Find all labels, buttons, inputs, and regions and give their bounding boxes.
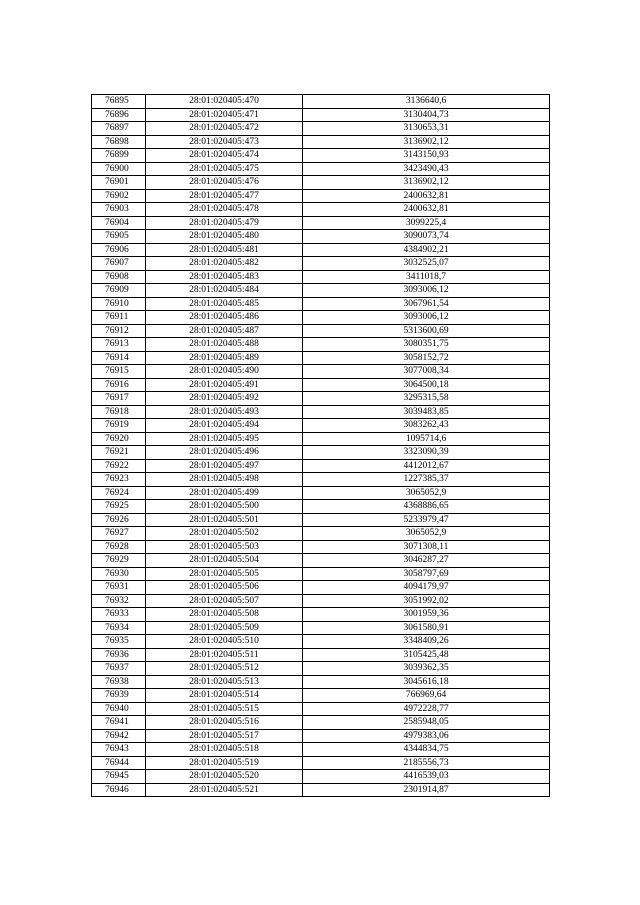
cadastral-number-cell: 28:01:020405:517 — [146, 729, 303, 743]
table-body — [92, 95, 550, 797]
cadastral-value-cell: 3083262,43 — [303, 419, 550, 433]
cadastral-value-cell: 3099225,4 — [303, 216, 550, 230]
table-row — [92, 621, 550, 635]
table-row — [92, 770, 550, 784]
cadastral-number-cell: 28:01:020405:480 — [146, 230, 303, 244]
row-number-cell: 76914 — [92, 351, 146, 365]
row-number-cell: 76937 — [92, 662, 146, 676]
cadastral-value-cell: 3064500,18 — [303, 378, 550, 392]
cadastral-value-cell: 3039362,35 — [303, 662, 550, 676]
cadastral-value-cell: 4416539,03 — [303, 770, 550, 784]
cadastral-value-cell: 4344834,75 — [303, 743, 550, 757]
cadastral-value-cell: 5313600,69 — [303, 324, 550, 338]
table-row — [92, 702, 550, 716]
cadastral-value-cell: 4368886,65 — [303, 500, 550, 514]
cadastral-value-cell: 3090073,74 — [303, 230, 550, 244]
cadastral-value-cell: 3061580,91 — [303, 621, 550, 635]
cadastral-number-cell: 28:01:020405:519 — [146, 756, 303, 770]
table-row — [92, 743, 550, 757]
cadastral-value-cell: 3136902,12 — [303, 135, 550, 149]
row-number-cell: 76943 — [92, 743, 146, 757]
cadastral-value-cell: 3065052,9 — [303, 527, 550, 541]
cadastral-number-cell: 28:01:020405:505 — [146, 567, 303, 581]
row-number-cell: 76900 — [92, 162, 146, 176]
table-row — [92, 513, 550, 527]
cadastral-number-cell: 28:01:020405:501 — [146, 513, 303, 527]
table-row — [92, 149, 550, 163]
cadastral-number-cell: 28:01:020405:512 — [146, 662, 303, 676]
cadastral-number-cell: 28:01:020405:504 — [146, 554, 303, 568]
row-number-cell: 76905 — [92, 230, 146, 244]
table-row — [92, 243, 550, 257]
table-row — [92, 257, 550, 271]
cadastral-number-cell: 28:01:020405:481 — [146, 243, 303, 257]
table-row — [92, 189, 550, 203]
row-number-cell: 76939 — [92, 689, 146, 703]
cadastral-number-cell: 28:01:020405:477 — [146, 189, 303, 203]
cadastral-value-cell: 3323090,39 — [303, 446, 550, 460]
cadastral-value-cell: 4094179,97 — [303, 581, 550, 595]
cadastral-value-cell: 3093006,12 — [303, 284, 550, 298]
cadastral-value-cell: 3001959,36 — [303, 608, 550, 622]
row-number-cell: 76935 — [92, 635, 146, 649]
cadastral-number-cell: 28:01:020405:518 — [146, 743, 303, 757]
cadastral-value-cell: 3077008,34 — [303, 365, 550, 379]
cadastral-number-cell: 28:01:020405:479 — [146, 216, 303, 230]
row-number-cell: 76910 — [92, 297, 146, 311]
cadastral-number-cell: 28:01:020405:506 — [146, 581, 303, 595]
table-row — [92, 594, 550, 608]
cadastral-number-cell: 28:01:020405:503 — [146, 540, 303, 554]
cadastral-number-cell: 28:01:020405:471 — [146, 108, 303, 122]
cadastral-number-cell: 28:01:020405:482 — [146, 257, 303, 271]
row-number-cell: 76906 — [92, 243, 146, 257]
cadastral-value-cell: 3046287,27 — [303, 554, 550, 568]
row-number-cell: 76901 — [92, 176, 146, 190]
cadastral-number-cell: 28:01:020405:515 — [146, 702, 303, 716]
cadastral-number-cell: 28:01:020405:520 — [146, 770, 303, 784]
table-row — [92, 405, 550, 419]
cadastral-value-cell: 3032525,07 — [303, 257, 550, 271]
table-row — [92, 459, 550, 473]
cadastral-value-cell: 3067961,54 — [303, 297, 550, 311]
cadastral-value-cell: 766969,64 — [303, 689, 550, 703]
row-number-cell: 76923 — [92, 473, 146, 487]
cadastral-value-cell: 2585948,05 — [303, 716, 550, 730]
cadastral-value-cell: 3071308,11 — [303, 540, 550, 554]
table-row — [92, 365, 550, 379]
table-row — [92, 270, 550, 284]
row-number-cell: 76899 — [92, 149, 146, 163]
cadastral-value-cell: 3058152,72 — [303, 351, 550, 365]
table-row — [92, 230, 550, 244]
cadastral-number-cell: 28:01:020405:476 — [146, 176, 303, 190]
cadastral-number-cell: 28:01:020405:507 — [146, 594, 303, 608]
table-row — [92, 473, 550, 487]
cadastral-value-cell: 3411018,7 — [303, 270, 550, 284]
table-row — [92, 216, 550, 230]
cadastral-value-cell: 4979383,06 — [303, 729, 550, 743]
table-row — [92, 122, 550, 136]
row-number-cell: 76932 — [92, 594, 146, 608]
cadastral-value-cell: 3348409,26 — [303, 635, 550, 649]
cadastral-value-table — [91, 94, 550, 797]
row-number-cell: 76927 — [92, 527, 146, 541]
cadastral-number-cell: 28:01:020405:485 — [146, 297, 303, 311]
cadastral-number-cell: 28:01:020405:491 — [146, 378, 303, 392]
row-number-cell: 76941 — [92, 716, 146, 730]
row-number-cell: 76897 — [92, 122, 146, 136]
cadastral-value-cell: 2400632,81 — [303, 203, 550, 217]
cadastral-value-cell: 1227385,37 — [303, 473, 550, 487]
cadastral-number-cell: 28:01:020405:521 — [146, 783, 303, 797]
table-row — [92, 581, 550, 595]
table-row — [92, 284, 550, 298]
table-row — [92, 392, 550, 406]
row-number-cell: 76929 — [92, 554, 146, 568]
cadastral-number-cell: 28:01:020405:496 — [146, 446, 303, 460]
row-number-cell: 76934 — [92, 621, 146, 635]
cadastral-number-cell: 28:01:020405:478 — [146, 203, 303, 217]
cadastral-number-cell: 28:01:020405:500 — [146, 500, 303, 514]
cadastral-number-cell: 28:01:020405:493 — [146, 405, 303, 419]
cadastral-number-cell: 28:01:020405:488 — [146, 338, 303, 352]
row-number-cell: 76946 — [92, 783, 146, 797]
row-number-cell: 76944 — [92, 756, 146, 770]
table-row — [92, 756, 550, 770]
cadastral-number-cell: 28:01:020405:499 — [146, 486, 303, 500]
row-number-cell: 76911 — [92, 311, 146, 325]
cadastral-number-cell: 28:01:020405:490 — [146, 365, 303, 379]
cadastral-value-cell: 4412012,67 — [303, 459, 550, 473]
cadastral-value-cell: 3136902,12 — [303, 176, 550, 190]
row-number-cell: 76921 — [92, 446, 146, 460]
row-number-cell: 76924 — [92, 486, 146, 500]
cadastral-number-cell: 28:01:020405:508 — [146, 608, 303, 622]
table-row — [92, 716, 550, 730]
table-row — [92, 554, 550, 568]
cadastral-number-cell: 28:01:020405:494 — [146, 419, 303, 433]
cadastral-value-cell: 5233979,47 — [303, 513, 550, 527]
table-row — [92, 297, 550, 311]
cadastral-value-cell: 3423490,43 — [303, 162, 550, 176]
row-number-cell: 76907 — [92, 257, 146, 271]
cadastral-number-cell: 28:01:020405:483 — [146, 270, 303, 284]
table-row — [92, 203, 550, 217]
table-row — [92, 729, 550, 743]
row-number-cell: 76908 — [92, 270, 146, 284]
table-row — [92, 135, 550, 149]
row-number-cell: 76920 — [92, 432, 146, 446]
row-number-cell: 76902 — [92, 189, 146, 203]
cadastral-value-cell: 3130404,73 — [303, 108, 550, 122]
row-number-cell: 76922 — [92, 459, 146, 473]
row-number-cell: 76917 — [92, 392, 146, 406]
cadastral-number-cell: 28:01:020405:509 — [146, 621, 303, 635]
cadastral-number-cell: 28:01:020405:495 — [146, 432, 303, 446]
cadastral-number-cell: 28:01:020405:484 — [146, 284, 303, 298]
table-row — [92, 648, 550, 662]
table-row — [92, 324, 550, 338]
row-number-cell: 76915 — [92, 365, 146, 379]
table-row — [92, 689, 550, 703]
cadastral-value-cell: 3051992,02 — [303, 594, 550, 608]
cadastral-value-cell: 3143150,93 — [303, 149, 550, 163]
table-row — [92, 540, 550, 554]
row-number-cell: 76913 — [92, 338, 146, 352]
cadastral-number-cell: 28:01:020405:513 — [146, 675, 303, 689]
table-row — [92, 311, 550, 325]
row-number-cell: 76942 — [92, 729, 146, 743]
table-row — [92, 783, 550, 797]
table-row — [92, 378, 550, 392]
row-number-cell: 76931 — [92, 581, 146, 595]
table-row — [92, 486, 550, 500]
cadastral-number-cell: 28:01:020405:498 — [146, 473, 303, 487]
cadastral-value-cell: 3045616,18 — [303, 675, 550, 689]
cadastral-number-cell: 28:01:020405:472 — [146, 122, 303, 136]
row-number-cell: 76895 — [92, 95, 146, 109]
row-number-cell: 76945 — [92, 770, 146, 784]
row-number-cell: 76912 — [92, 324, 146, 338]
row-number-cell: 76940 — [92, 702, 146, 716]
row-number-cell: 76896 — [92, 108, 146, 122]
cadastral-value-cell: 1095714,6 — [303, 432, 550, 446]
cadastral-number-cell: 28:01:020405:497 — [146, 459, 303, 473]
cadastral-number-cell: 28:01:020405:516 — [146, 716, 303, 730]
cadastral-number-cell: 28:01:020405:489 — [146, 351, 303, 365]
row-number-cell: 76926 — [92, 513, 146, 527]
cadastral-value-cell: 3039483,85 — [303, 405, 550, 419]
cadastral-number-cell: 28:01:020405:470 — [146, 95, 303, 109]
cadastral-value-cell: 2301914,87 — [303, 783, 550, 797]
row-number-cell: 76916 — [92, 378, 146, 392]
cadastral-value-cell: 3295315,58 — [303, 392, 550, 406]
cadastral-value-cell: 3080351,75 — [303, 338, 550, 352]
table-row — [92, 608, 550, 622]
table-row — [92, 432, 550, 446]
cadastral-number-cell: 28:01:020405:492 — [146, 392, 303, 406]
table-row — [92, 662, 550, 676]
row-number-cell: 76909 — [92, 284, 146, 298]
table-row — [92, 162, 550, 176]
row-number-cell: 76919 — [92, 419, 146, 433]
cadastral-number-cell: 28:01:020405:475 — [146, 162, 303, 176]
cadastral-value-cell: 3130653,31 — [303, 122, 550, 136]
cadastral-number-cell: 28:01:020405:510 — [146, 635, 303, 649]
table-row — [92, 500, 550, 514]
table-row — [92, 108, 550, 122]
row-number-cell: 76904 — [92, 216, 146, 230]
cadastral-value-cell: 4972228,77 — [303, 702, 550, 716]
row-number-cell: 76918 — [92, 405, 146, 419]
row-number-cell: 76933 — [92, 608, 146, 622]
table-row — [92, 419, 550, 433]
row-number-cell: 76930 — [92, 567, 146, 581]
cadastral-number-cell: 28:01:020405:474 — [146, 149, 303, 163]
table-row — [92, 446, 550, 460]
table-row — [92, 635, 550, 649]
row-number-cell: 76928 — [92, 540, 146, 554]
cadastral-value-cell: 3105425,48 — [303, 648, 550, 662]
table-row — [92, 675, 550, 689]
row-number-cell: 76925 — [92, 500, 146, 514]
row-number-cell: 76936 — [92, 648, 146, 662]
cadastral-value-cell: 3065052,9 — [303, 486, 550, 500]
table-row — [92, 338, 550, 352]
row-number-cell: 76938 — [92, 675, 146, 689]
cadastral-number-cell: 28:01:020405:502 — [146, 527, 303, 541]
cadastral-value-cell: 2400632,81 — [303, 189, 550, 203]
cadastral-number-cell: 28:01:020405:486 — [146, 311, 303, 325]
cadastral-number-cell: 28:01:020405:473 — [146, 135, 303, 149]
table-row — [92, 351, 550, 365]
table-row — [92, 567, 550, 581]
cadastral-value-cell: 3136640,6 — [303, 95, 550, 109]
row-number-cell: 76903 — [92, 203, 146, 217]
row-number-cell: 76898 — [92, 135, 146, 149]
cadastral-value-cell: 2185556,73 — [303, 756, 550, 770]
table-row — [92, 527, 550, 541]
cadastral-number-cell: 28:01:020405:514 — [146, 689, 303, 703]
table-row — [92, 95, 550, 109]
cadastral-number-cell: 28:01:020405:511 — [146, 648, 303, 662]
cadastral-value-cell: 3093006,12 — [303, 311, 550, 325]
cadastral-number-cell: 28:01:020405:487 — [146, 324, 303, 338]
table-row — [92, 176, 550, 190]
cadastral-value-cell: 4384902,21 — [303, 243, 550, 257]
cadastral-value-cell: 3058797,69 — [303, 567, 550, 581]
